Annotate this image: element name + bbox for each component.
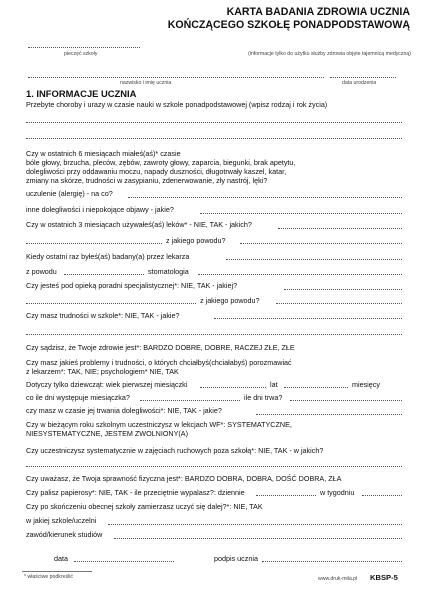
health-opinion-question: Czy sądzisz, że Twoje zdrowie jest*: BARDZO DOBRE, DOBRE, RACZEJ ZŁE, ZŁE [26,343,295,352]
symptoms-question-2: bóle głowy, brzucha, pleców, zębów, zawroty głowy, zaparcia, biegunki, brak apetytu, [26,158,296,167]
medication-reason-label: z jakiego powodu? [166,236,226,245]
menarche-months-line[interactable] [284,387,348,388]
pe-question-1: Czy w bieżącym roku szkolnym uczestniczysz w lekcjach WF*: SYSTEMATYCZNE, [26,420,292,429]
symptoms-question-1: Czy w ostatnich 6 miesiącach miałeś(aś)* czasie [26,149,181,158]
past-illness-line-2[interactable] [26,138,402,139]
section-heading: 1. INFORMACJE UCZNIA [26,88,137,99]
signature-line[interactable] [262,561,402,562]
period-complaints-question: czy masz w czasie jej trwania dolegliwości*: NIE, TAK - jakie? [26,406,222,415]
medication-reason-line[interactable] [240,243,402,244]
years-label: lat [270,380,278,389]
doctor-reason-line[interactable] [64,274,144,275]
birth-date-label: data urodzenia [342,80,377,86]
further-education-question: Czy po skończeniu obecnej szkoły zamierzasz uczyć się dalej?*: NIE, TAK [26,502,263,511]
form-code: KBSP-5 [370,573,398,582]
period-duration-line[interactable] [290,400,402,401]
specialist-clinic-line[interactable] [284,289,402,290]
form-title-line1: KARTA BADANIA ZDROWIA UCZNIA [226,6,410,18]
publisher-website: www.druk-mila.pl [318,576,358,582]
footnote: * właściwe podkreślić [24,574,74,580]
smoking-question: Czy palisz papierosy*: NIE, TAK - ile przeciętnie wypalasz?: dziennie [26,488,245,497]
period-duration-label: ile dni trwa? [244,393,283,402]
symptoms-question-4: zmiany na skórze, trudności w zasypianiu, zdenerwowanie, zły nastrój, lęki? [26,176,268,185]
sport-line[interactable] [26,466,402,467]
medication-question: Czy w ostatnich 3 miesiącach używałeś(aś) leków* - NIE, TAK - jakich? [26,220,252,229]
medication-line-2[interactable] [26,243,162,244]
form-subtitle: (informacje tylko do użytku służby zdrowia objęte tajemnicą medyczną) [248,51,411,57]
last-doctor-question: Kiedy ostatni raz byłeś(aś) badany(a) przez lekarza [26,252,190,261]
clinic-reason-line[interactable] [276,303,402,304]
school-difficulties-line[interactable] [214,318,402,319]
past-illness-line-1[interactable] [26,122,402,123]
school-university-label: w jakiej szkole/uczelni [26,516,97,525]
medication-line[interactable] [278,228,402,229]
date-label: data [54,554,68,563]
date-line[interactable] [74,561,174,562]
cycle-length-label: co ile dni występuje miesiączka? [26,393,130,402]
doctor-reason-label: z powodu [26,267,57,276]
sport-question: Czy uczestniczysz systematycznie w zajęciach ruchowych poza szkołą*: NIE, TAK - w jakich? [26,446,324,455]
months-label: miesięcy [352,380,380,389]
other-symptoms-label: inne dolegliwości i niepokojące objawy - jakie? [26,205,174,214]
menarche-years-line[interactable] [200,387,266,388]
other-symptoms-line[interactable] [200,213,402,214]
school-difficulties-line-2[interactable] [26,334,402,335]
problems-question-1: Czy masz jakieś problemy i trudności, o których chciałbyś(chciałabyś) porozmawiać [26,358,292,367]
school-stamp-line[interactable] [28,47,140,48]
symptoms-question-3: dolegliwości przy oddawaniu moczu, napady duszności, długotrwały kaszel, katar, [26,167,287,176]
specialist-clinic-question: Czy jesteś pod opieką poradni specjalistycznej*: NIE, TAK - jakiej? [26,281,238,290]
specialist-clinic-line-2[interactable] [26,303,196,304]
cycle-length-line[interactable] [140,400,240,401]
fitness-question: Czy uważasz, że Twoja sprawność fizyczna jest*: BARDZO DOBRA, DOBRA, DOŚĆ DOBRA, ZŁA [26,474,342,483]
allergy-line[interactable] [128,197,402,198]
dentist-label: stomatologia [148,267,189,276]
smoking-daily-line[interactable] [256,495,316,496]
weekly-label: w tygodniu [320,488,355,497]
allergy-label: uczulenie (alergię) - na co? [26,189,113,198]
student-name-label: nazwisko i imię ucznia [120,80,172,86]
birth-date-line[interactable] [330,77,396,78]
clinic-reason-label: z jakiego powodu? [200,296,260,305]
period-complaints-line[interactable] [256,414,402,415]
signature-label: podpis ucznia [214,554,258,563]
school-difficulties-question: Czy masz trudności w szkole*: NIE, TAK - jakie? [26,311,180,320]
pe-question-2: NIESYSTEMATYCZNE, JESTEM ZWOLNIONY(A) [26,429,188,438]
school-university-line[interactable] [108,524,402,525]
form-title-line2: KOŃCZĄCEGO SZKOŁĘ PONADPODSTAWOWĄ [167,19,410,31]
last-doctor-line[interactable] [226,259,402,260]
field-of-study-label: zawód/kierunek studiów [26,530,103,539]
problems-question-2: z lekarzem*: TAK, NIE; psychologiem* NIE, TAK [26,367,179,376]
girls-menarche-label: Dotyczy tylko dziewcząt: wiek pierwszej miesiączki [26,380,188,389]
past-illness-question: Przebyte choroby i urazy w czasie nauki w szkole ponadpodstawowej (wpisz rodzaj i rok życia) [26,100,328,109]
smoking-weekly-line[interactable] [362,495,402,496]
student-name-line[interactable] [28,77,324,78]
footnote-divider [22,571,92,572]
school-stamp-label: pieczęć szkoły [64,51,98,57]
field-of-study-line[interactable] [114,538,402,539]
dentist-line[interactable] [198,274,402,275]
